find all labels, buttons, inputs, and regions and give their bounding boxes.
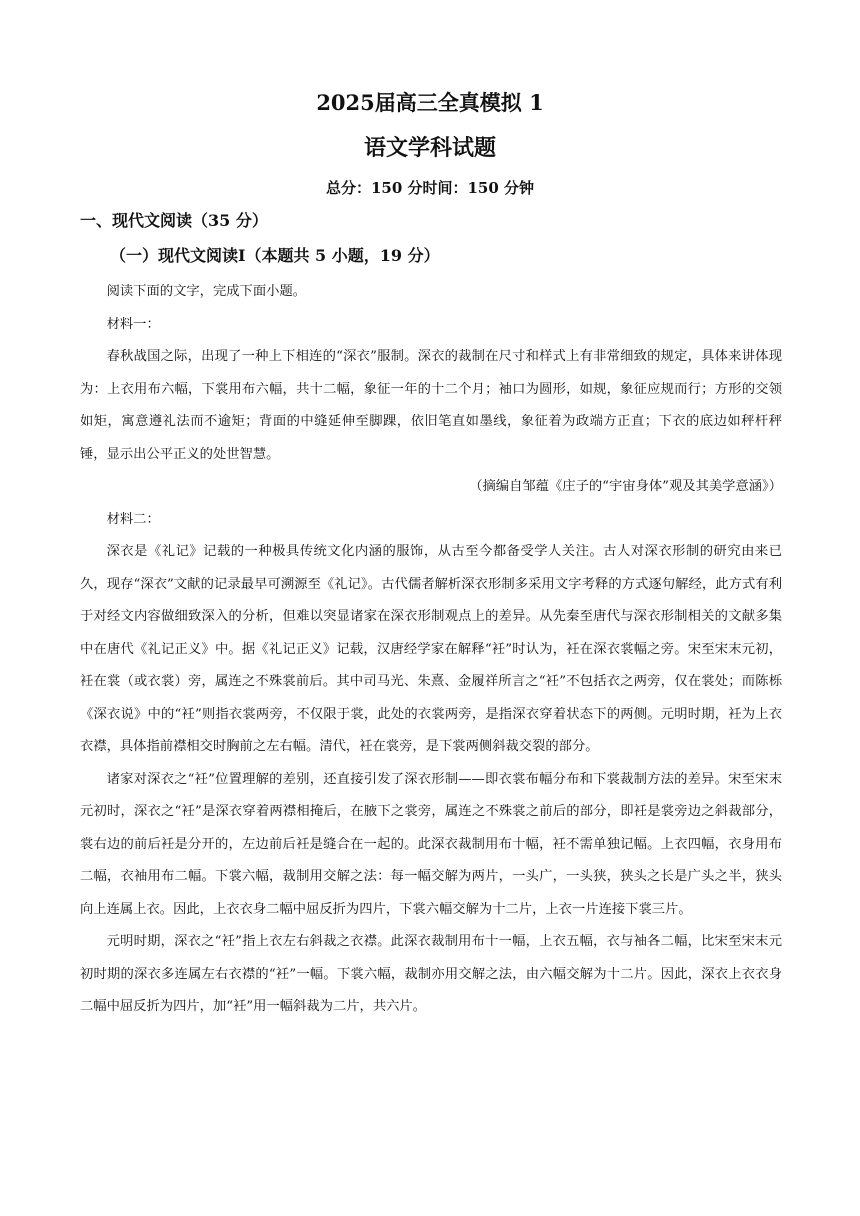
subject-title: 语文学科试题	[363, 135, 496, 161]
instruction-paragraph: 阅读下面的文字，完成下面小题。	[106, 284, 307, 299]
material-one-label: 材料一：	[106, 316, 160, 332]
material-two-paragraph-3: 元明时期，深衣之“衽”指上衣左右斜裁之衣襟。此深衣裁制用布十一幅，上衣五幅，衣与袖各二幅，比宋至宋末元初时期的深衣多连属左右衣襟的“衽”一幅。下裳六幅，裁制亦用交解之法，由六幅交解为十二片。因此，深衣上衣衣身二幅中屈反折为四片，加“衽”用一幅斜裁为二片，共六片。	[80, 934, 782, 1014]
material-two-paragraph-1: 深衣是《礼记》记载的一种极具传统文化内涵的服饰，从古至今都备受学人关注。古人对深衣形制的研究由来已久，现存“深衣”文献的记录最早可溯源至《礼记》。古代儒者解析深衣形制多采用文字考释的方式逐句解经，此方式有利于对经文内容做细致深入的分析，但难以突显诸家在深衣形制观点上的差异。从先秦至唐代与深衣形制相关的文献多集中在唐代《礼记正义》中。据《礼记正义》记载，汉唐经学家在解释“衽”时认为，衽在深衣裳幅之旁。宋至宋末元初，衽在裳（或衣裳）旁，属连之不殊裳前后。其中司马光、朱熹、金履祥所言之“衽”不包括衣之两旁，仅在裳处；而陈栎《深衣说》中的“衽”则指衣裳两旁，不仅限于裳，此处的衣裳两旁，是指深衣穿着状态下的两侧。元明时期，衽为上衣衣襟，具体指前襟相交时胸前之左右幅。清代，衽在裳旁，是下裳两侧斜裁交裂的部分。	[80, 544, 782, 754]
material-one-paragraph: 春秋战国之际，出现了一种上下相连的“深衣”服制。深衣的裁制在尺寸和样式上有非常细致的规定，具体来讲体现为：上衣用布六幅，下裳用布六幅，共十二幅，象征一年的十二个月；袖口为圆形，如规，象征应规而行；方形的交领如矩，寓意遵礼法而不逾矩；背面的中缝延伸至脚踝，依旧笔直如墨线，象征着为政端方正直；下衣的底边如秤杆秤锤，显示出公平正义的处世智慧。	[80, 349, 782, 462]
subsection-heading: （一）现代文阅读Ⅰ（本题共 5 小题，19 分）	[110, 246, 440, 265]
material-one-source: （摘编自邹蕴《庄子的“宇宙身体”观及其美学意涵》）	[469, 479, 782, 494]
reading-passage	[80, 276, 782, 1024]
section-heading: 一、现代文阅读（35 分）	[80, 211, 268, 230]
score-time-line: 总分：150 分时间：150 分钟	[325, 179, 535, 197]
exam-title: 2025届高三全真模拟 1	[316, 90, 544, 115]
material-two-paragraph-2: 诸家对深衣之“衽”位置理解的差别，还直接引发了深衣形制——即衣裳布幅分布和下裳裁制方法的差异。宋至宋末元初时，深衣之“衽”是深衣穿着两襟相掩后，在腋下之裳旁，属连之不殊裳之前后的部分，即衽是裳旁边之斜裁部分，裳右边的前后衽是分开的，左边前后衽是缝合在一起的。此深衣裁制用布十幅，衽不需单独记幅。上衣四幅，衣身用布二幅，衣袖用布二幅。下裳六幅，裁制用交解之法：每一幅交解为两片，一头广，一头狭，狭头之长是广头之半，狭头向上连属上衣。因此，上衣衣身二幅中屈反折为四片，下裳六幅交解为十二片，上衣一片连接下裳三片。	[80, 771, 782, 917]
material-two-label: 材料二：	[106, 511, 160, 527]
